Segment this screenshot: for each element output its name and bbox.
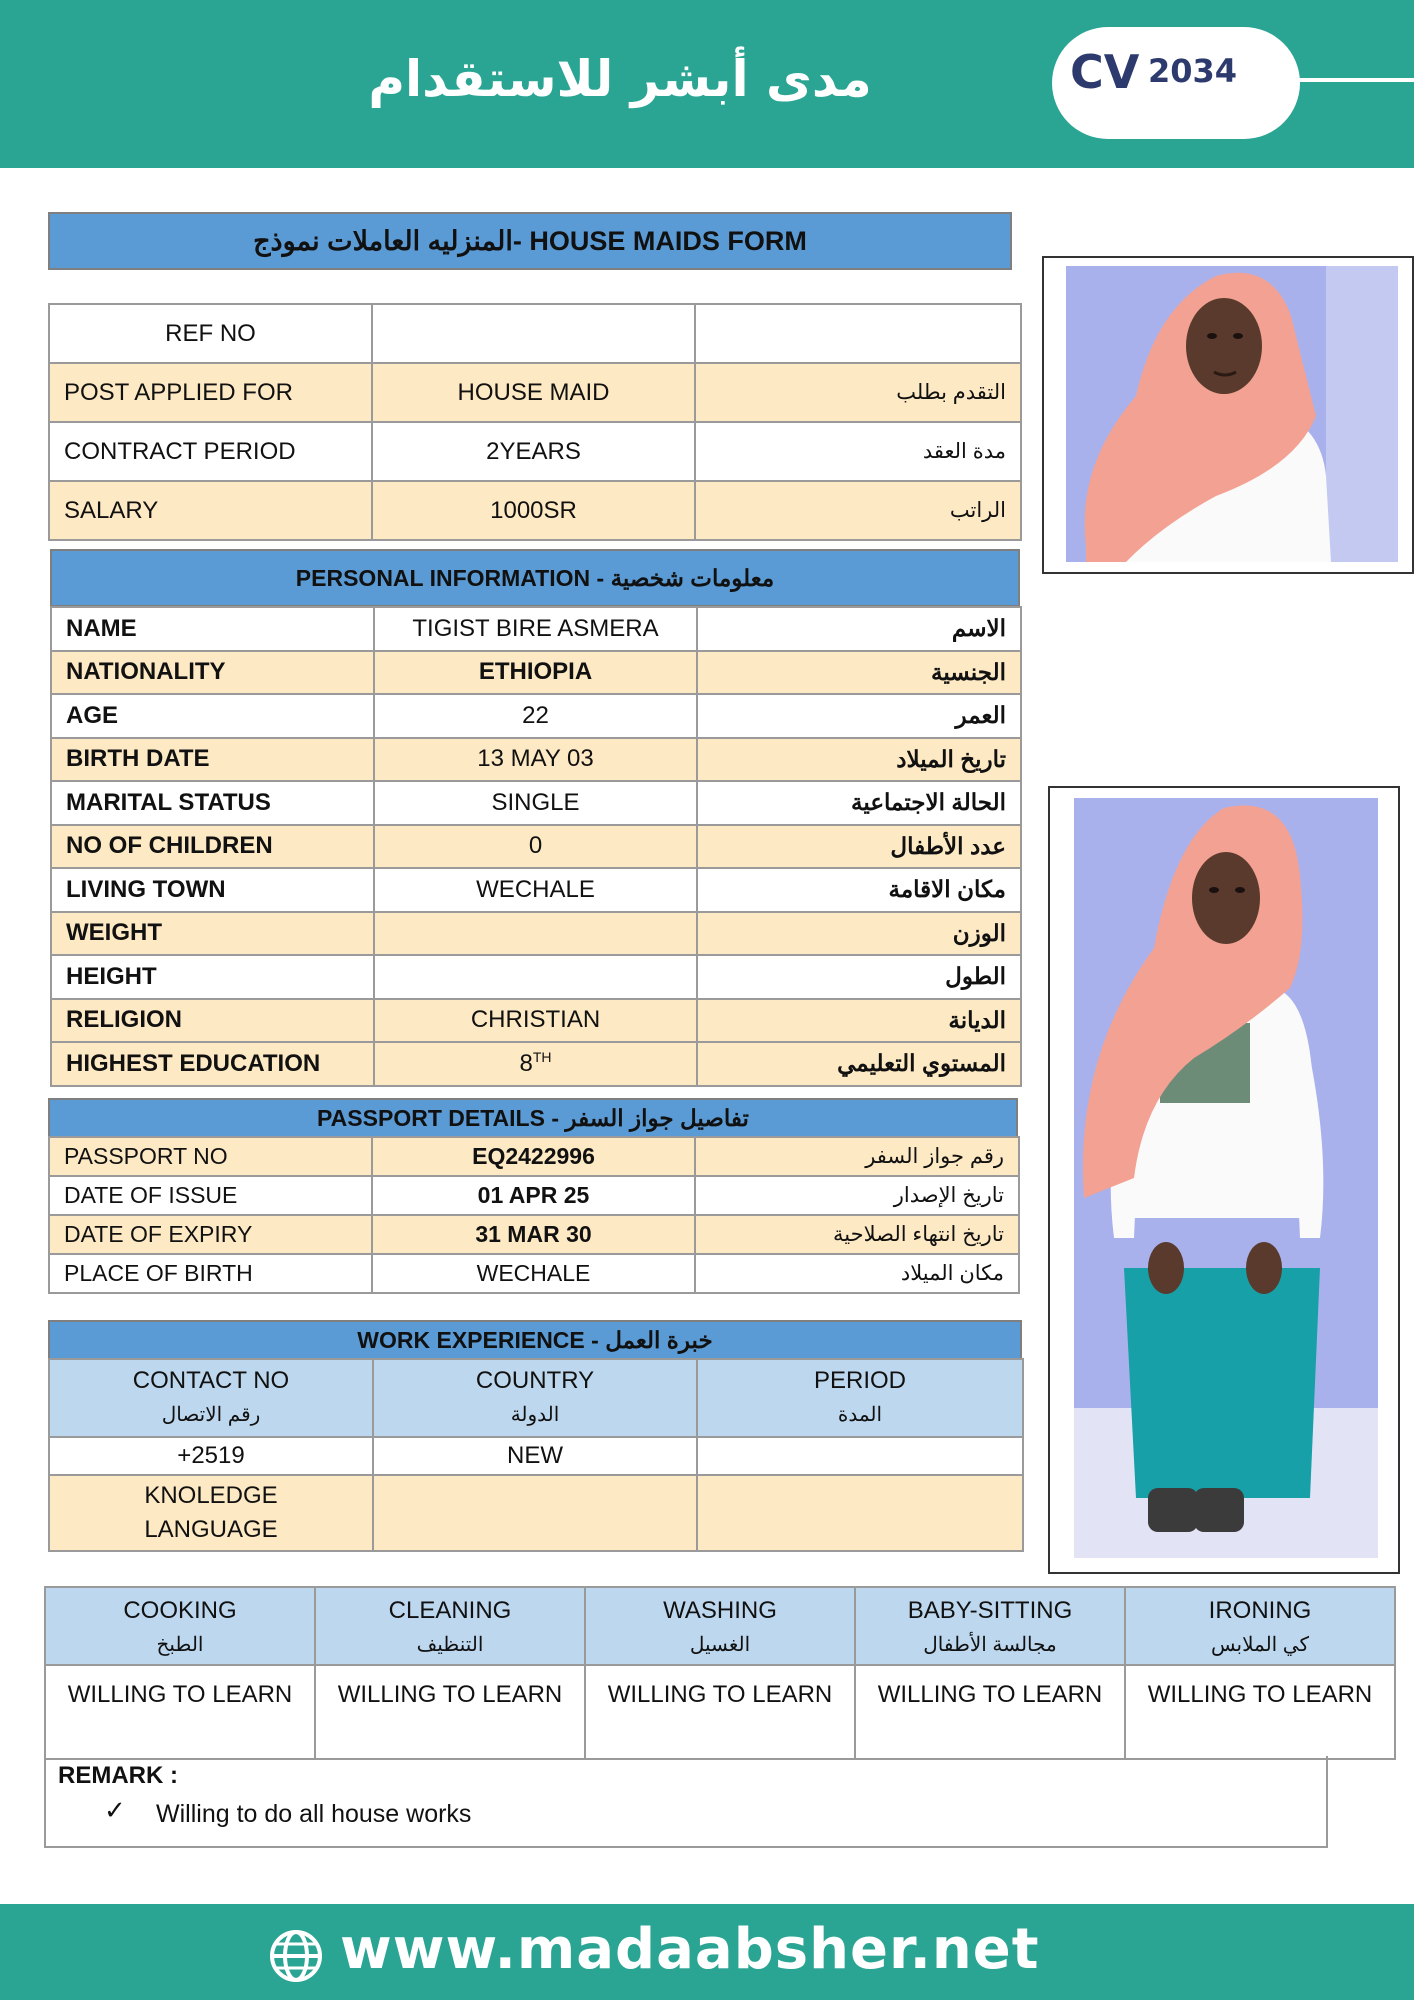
cv-number: 2034 — [1148, 52, 1238, 90]
field-label: DATE OF EXPIRY — [49, 1215, 372, 1254]
field-value: EQ2422996 — [372, 1137, 695, 1176]
skill-header-en: CLEANING — [388, 1597, 512, 1624]
field-label: RELIGION — [51, 999, 374, 1043]
table-row — [49, 1254, 1019, 1293]
skill-header-ironing — [1125, 1587, 1395, 1665]
field-label: PLACE OF BIRTH — [49, 1254, 372, 1293]
field-value: SINGLE — [374, 781, 697, 825]
skill-header-en: WASHING — [663, 1597, 777, 1624]
table-row — [51, 651, 1021, 695]
skill-value: WILLING TO LEARN — [585, 1665, 855, 1759]
table-row — [51, 912, 1021, 956]
form-title: المنزليه العاملات نموذج- HOUSE MAIDS FORM — [48, 212, 1012, 270]
skill-value: WILLING TO LEARN — [855, 1665, 1125, 1759]
column-header-en: PERIOD — [813, 1367, 906, 1394]
column-header — [49, 1359, 373, 1437]
table-row — [51, 738, 1021, 782]
salary-arabic: الراتب — [695, 481, 1021, 540]
field-arabic: الوزن — [697, 912, 1021, 956]
knowledge-language-label: KNOLEDGE LANGUAGE — [49, 1475, 373, 1551]
education-level: 8 — [519, 1050, 533, 1078]
skill-header-ar: التنظيف — [416, 1634, 484, 1656]
column-header-ar: الدولة — [510, 1404, 560, 1426]
skill-header-ar: مجالسة الأطفال — [923, 1634, 1057, 1656]
personal-info-header: PERSONAL INFORMATION - معلومات شخصية — [50, 549, 1020, 607]
skill-header-washing — [585, 1587, 855, 1665]
column-header — [373, 1359, 697, 1437]
field-value — [374, 955, 697, 999]
table-row — [49, 304, 1021, 363]
field-label: HIGHEST EDUCATION — [51, 1042, 374, 1086]
table-row — [51, 868, 1021, 912]
salary-label: SALARY — [49, 481, 372, 540]
table-row — [51, 694, 1021, 738]
skill-header-en: BABY-SITTING — [907, 1597, 1073, 1624]
field-label: MARITAL STATUS — [51, 781, 374, 825]
table-row — [51, 781, 1021, 825]
application-table — [48, 303, 1022, 541]
column-header — [697, 1359, 1023, 1437]
table-cell — [697, 1475, 1023, 1551]
table-row — [49, 481, 1021, 540]
work-experience-table — [48, 1358, 1024, 1552]
country-value: NEW — [373, 1437, 697, 1475]
skill-header-cleaning — [315, 1587, 585, 1665]
column-header-en: CONTACT NO — [132, 1367, 290, 1394]
field-value — [374, 912, 697, 956]
field-label: DATE OF ISSUE — [49, 1176, 372, 1215]
field-value: TIGIST BIRE ASMERA — [374, 607, 697, 651]
remark-label: REMARK : — [58, 1762, 178, 1789]
table-row — [49, 1176, 1019, 1215]
table-row — [49, 1437, 1023, 1475]
ref-no-label: REF NO — [49, 304, 372, 363]
field-value: 01 APR 25 — [372, 1176, 695, 1215]
table-cell — [373, 1475, 697, 1551]
cv-label: CV — [1070, 45, 1140, 99]
portrait-photo — [1066, 266, 1398, 562]
field-arabic: تاريخ انتهاء الصلاحية — [695, 1215, 1019, 1254]
table-row — [45, 1665, 1395, 1759]
contract-value: 2YEARS — [372, 422, 695, 481]
skill-value: WILLING TO LEARN — [45, 1665, 315, 1759]
skill-header-ar: الغسيل — [689, 1634, 751, 1656]
field-label: NO OF CHILDREN — [51, 825, 374, 869]
company-name: مدى أبشر للاستقدام — [368, 50, 872, 108]
table-row — [51, 999, 1021, 1043]
passport-header: PASSPORT DETAILS - تفاصيل جواز السفر — [48, 1098, 1018, 1138]
field-label: BIRTH DATE — [51, 738, 374, 782]
skill-header-ar: كي الملابس — [1211, 1634, 1309, 1656]
ref-no-value — [372, 304, 695, 363]
work-experience-header: WORK EXPERIENCE - خبرة العمل — [48, 1320, 1022, 1360]
education-suffix: TH — [532, 1049, 552, 1066]
skill-header-en: COOKING — [123, 1597, 237, 1624]
field-arabic: العمر — [697, 694, 1021, 738]
globe-icon — [268, 1928, 324, 1984]
field-arabic: الاسم — [697, 607, 1021, 651]
skill-value: WILLING TO LEARN — [315, 1665, 585, 1759]
field-arabic: المستوي التعليمي — [697, 1042, 1021, 1086]
column-header-ar: رقم الاتصال — [161, 1404, 261, 1426]
field-value: WECHALE — [374, 868, 697, 912]
field-value: 0 — [374, 825, 697, 869]
skill-header-baby-sitting — [855, 1587, 1125, 1665]
header-divider — [1290, 78, 1414, 82]
field-label: LIVING TOWN — [51, 868, 374, 912]
field-value: WECHALE — [372, 1254, 695, 1293]
skill-header-cooking — [45, 1587, 315, 1665]
portrait-illustration — [1066, 266, 1398, 562]
field-label: WEIGHT — [51, 912, 374, 956]
full-body-illustration — [1074, 798, 1378, 1558]
field-arabic: عدد الأطفال — [697, 825, 1021, 869]
skill-header-en: IRONING — [1208, 1597, 1312, 1624]
table-row — [49, 1137, 1019, 1176]
post-arabic: التقدم بطلب — [695, 363, 1021, 422]
table-header-row — [49, 1359, 1023, 1437]
field-arabic: تاريخ الإصدار — [695, 1176, 1019, 1215]
field-arabic: الجنسية — [697, 651, 1021, 695]
full-body-photo — [1074, 798, 1378, 1558]
table-row — [49, 363, 1021, 422]
field-arabic: مكان الميلاد — [695, 1254, 1019, 1293]
field-arabic: تاريخ الميلاد — [697, 738, 1021, 782]
table-row — [49, 1215, 1019, 1254]
table-row — [49, 422, 1021, 481]
contract-arabic: مدة العقد — [695, 422, 1021, 481]
table-row — [51, 955, 1021, 999]
post-value: HOUSE MAID — [372, 363, 695, 422]
passport-table — [48, 1136, 1020, 1294]
field-label: HEIGHT — [51, 955, 374, 999]
table-row — [51, 825, 1021, 869]
field-label: AGE — [51, 694, 374, 738]
field-arabic: الديانة — [697, 999, 1021, 1043]
skills-table — [44, 1586, 1396, 1760]
field-value: 13 MAY 03 — [374, 738, 697, 782]
field-label: NAME — [51, 607, 374, 651]
field-value: CHRISTIAN — [374, 999, 697, 1043]
table-row — [51, 1042, 1021, 1086]
personal-info-table — [50, 606, 1022, 1087]
contract-label: CONTRACT PERIOD — [49, 422, 372, 481]
field-arabic: رقم جواز السفر — [695, 1137, 1019, 1176]
field-arabic: الطول — [697, 955, 1021, 999]
table-header-row — [45, 1587, 1395, 1665]
field-value — [374, 1042, 697, 1086]
remark-item: Willing to do all house works — [156, 1800, 472, 1828]
field-value: 31 MAR 30 — [372, 1215, 695, 1254]
table-row — [51, 607, 1021, 651]
field-value: 22 — [374, 694, 697, 738]
skill-header-ar: الطبخ — [156, 1634, 204, 1656]
checkmark-icon: ✓ — [104, 1796, 126, 1826]
salary-value: 1000SR — [372, 481, 695, 540]
field-label: NATIONALITY — [51, 651, 374, 695]
column-header-en: COUNTRY — [475, 1367, 595, 1394]
website-link[interactable]: www.madaabsher.net — [340, 1917, 1040, 1982]
post-label: POST APPLIED FOR — [49, 363, 372, 422]
field-arabic: الحالة الاجتماعية — [697, 781, 1021, 825]
table-row — [49, 1475, 1023, 1551]
contact-no-value: +2519 — [49, 1437, 373, 1475]
period-value — [697, 1437, 1023, 1475]
column-header-ar: المدة — [837, 1404, 883, 1426]
ref-no-arabic — [695, 304, 1021, 363]
field-arabic: مكان الاقامة — [697, 868, 1021, 912]
field-value: ETHIOPIA — [374, 651, 697, 695]
skill-value: WILLING TO LEARN — [1125, 1665, 1395, 1759]
field-label: PASSPORT NO — [49, 1137, 372, 1176]
